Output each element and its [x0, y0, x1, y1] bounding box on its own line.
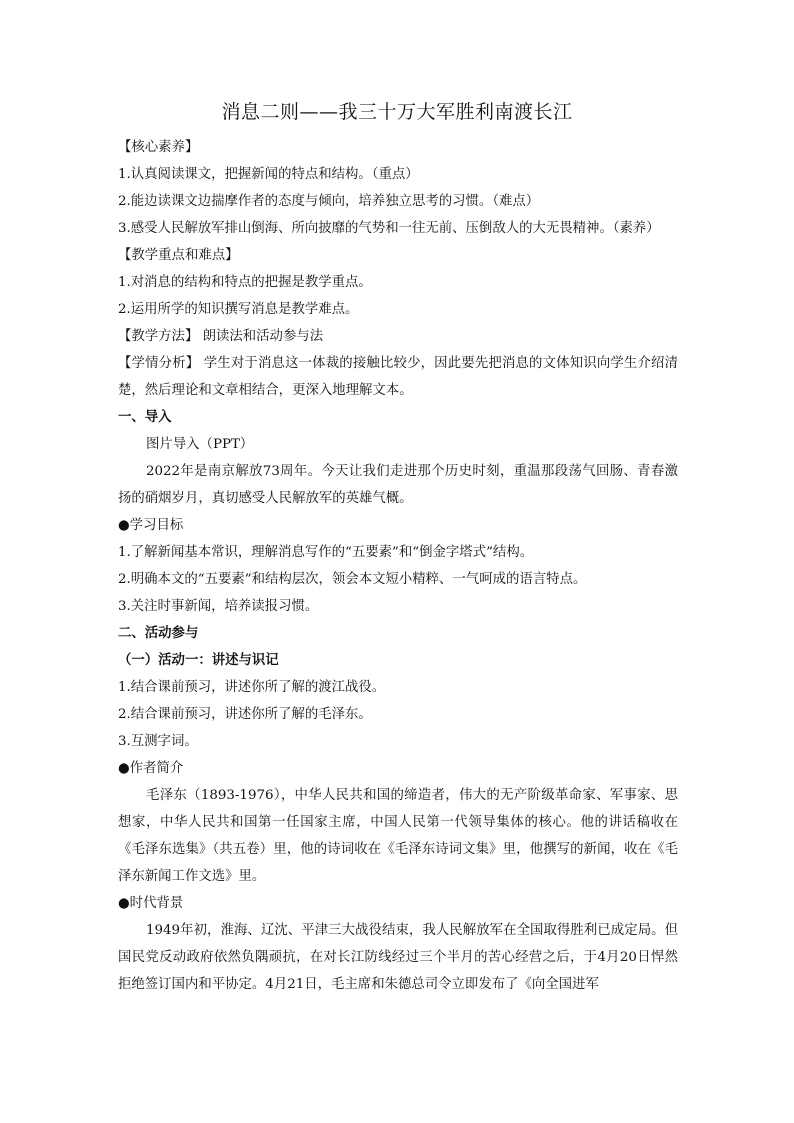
analysis-text: 学生对于消息这一体裁的接触比较少，因此要先把消息的文体知识向学生介绍清楚，然后理论和文章相结合，更深入地理解文本。 [118, 356, 678, 398]
keypoints-item-1: 1.对消息的结构和特点的把握是教学重点。 [118, 275, 372, 290]
author-paragraph [118, 782, 678, 890]
document-body [118, 134, 678, 998]
author-heading: ●作者简介 [118, 761, 184, 776]
background-paragraph-text: 1949年初，淮海、辽沈、平津三大战役结束，我人民解放军在全国取得胜利已成定局。但国民党反动政府依然负隅顽抗，在对长江防线经过三个半月的苦心经营之后，于4月20日悍然拒绝签订国内和平协定。4月21日，毛主席和朱德总司令立即发布了《向全国进军 [118, 923, 678, 992]
section1-paragraph-text: 2022年是南京解放73周年。今天让我们走进那个历史时刻，重温那段荡气回肠、青春激扬的硝烟岁月，真切感受人民解放军的英雄气概。 [118, 464, 678, 506]
section2-heading: 二、活动参与 [118, 625, 199, 641]
method-text: 朗读法和活动参与法 [198, 329, 324, 344]
section1-paragraph [118, 458, 678, 512]
keypoints-heading: 【教学重点和难点】 [118, 248, 239, 263]
core-item-2: 2.能边读课文边揣摩作者的态度与倾向，培养独立思考的习惯。（难点） [118, 194, 540, 209]
activity1-item-3: 3.互测字词。 [118, 734, 198, 749]
activity1-heading: （一）活动一：讲述与识记 [118, 652, 279, 668]
goals-heading: ●学习目标 [118, 518, 184, 533]
core-item-1: 1.认真阅读课文，把握新闻的特点和结构。（重点） [118, 167, 419, 182]
author-paragraph-text: 毛泽东（1893-1976），中华人民共和国的缔造者，伟大的无产阶级革命家、军事家、思想家，中华人民共和国第一任国家主席，中国人民第一代领导集体的核心。他的讲话稿收在《毛泽东选集》（共五卷）里，他的诗词收在《毛泽东诗词文集》里，他撰写的新闻，收在《毛泽东新闻工作文选》里。 [118, 788, 678, 884]
background-paragraph [118, 917, 678, 998]
method-heading: 【教学方法】 [118, 329, 199, 344]
core-item-3: 3.感受人民解放军排山倒海、所向披靡的气势和一往无前、压倒敌人的大无畏精神。（素养） [118, 221, 660, 236]
goals-item-2: 2.明确本文的“五要素”和结构层次，领会本文短小精粹、一气呵成的语言特点。 [118, 572, 587, 587]
analysis-heading: 【学情分析】 [118, 356, 200, 371]
activity1-item-1: 1.结合课前预习，讲述你所了解的渡江战役。 [118, 680, 386, 695]
background-heading: ●时代背景 [118, 896, 184, 911]
method-line [118, 323, 678, 350]
activity1-item-2: 2.结合课前预习，讲述你所了解的毛泽东。 [118, 707, 372, 722]
section1-heading: 一、导入 [118, 409, 172, 425]
keypoints-item-2: 2.运用所学的知识撰写消息是教学难点。 [118, 302, 359, 317]
analysis-paragraph [118, 350, 678, 404]
goals-item-3: 3.关注时事新闻，培养读报习惯。 [118, 599, 319, 614]
document-title: 消息二则——我三十万大军胜利南渡长江 [221, 101, 573, 123]
goals-item-1: 1.了解新闻基本常识，理解消息写作的“五要素”和“倒金字塔式”结构。 [118, 545, 534, 560]
core-heading: 【核心素养】 [118, 140, 199, 155]
section1-intro: 图片导入（PPT） [146, 437, 254, 452]
